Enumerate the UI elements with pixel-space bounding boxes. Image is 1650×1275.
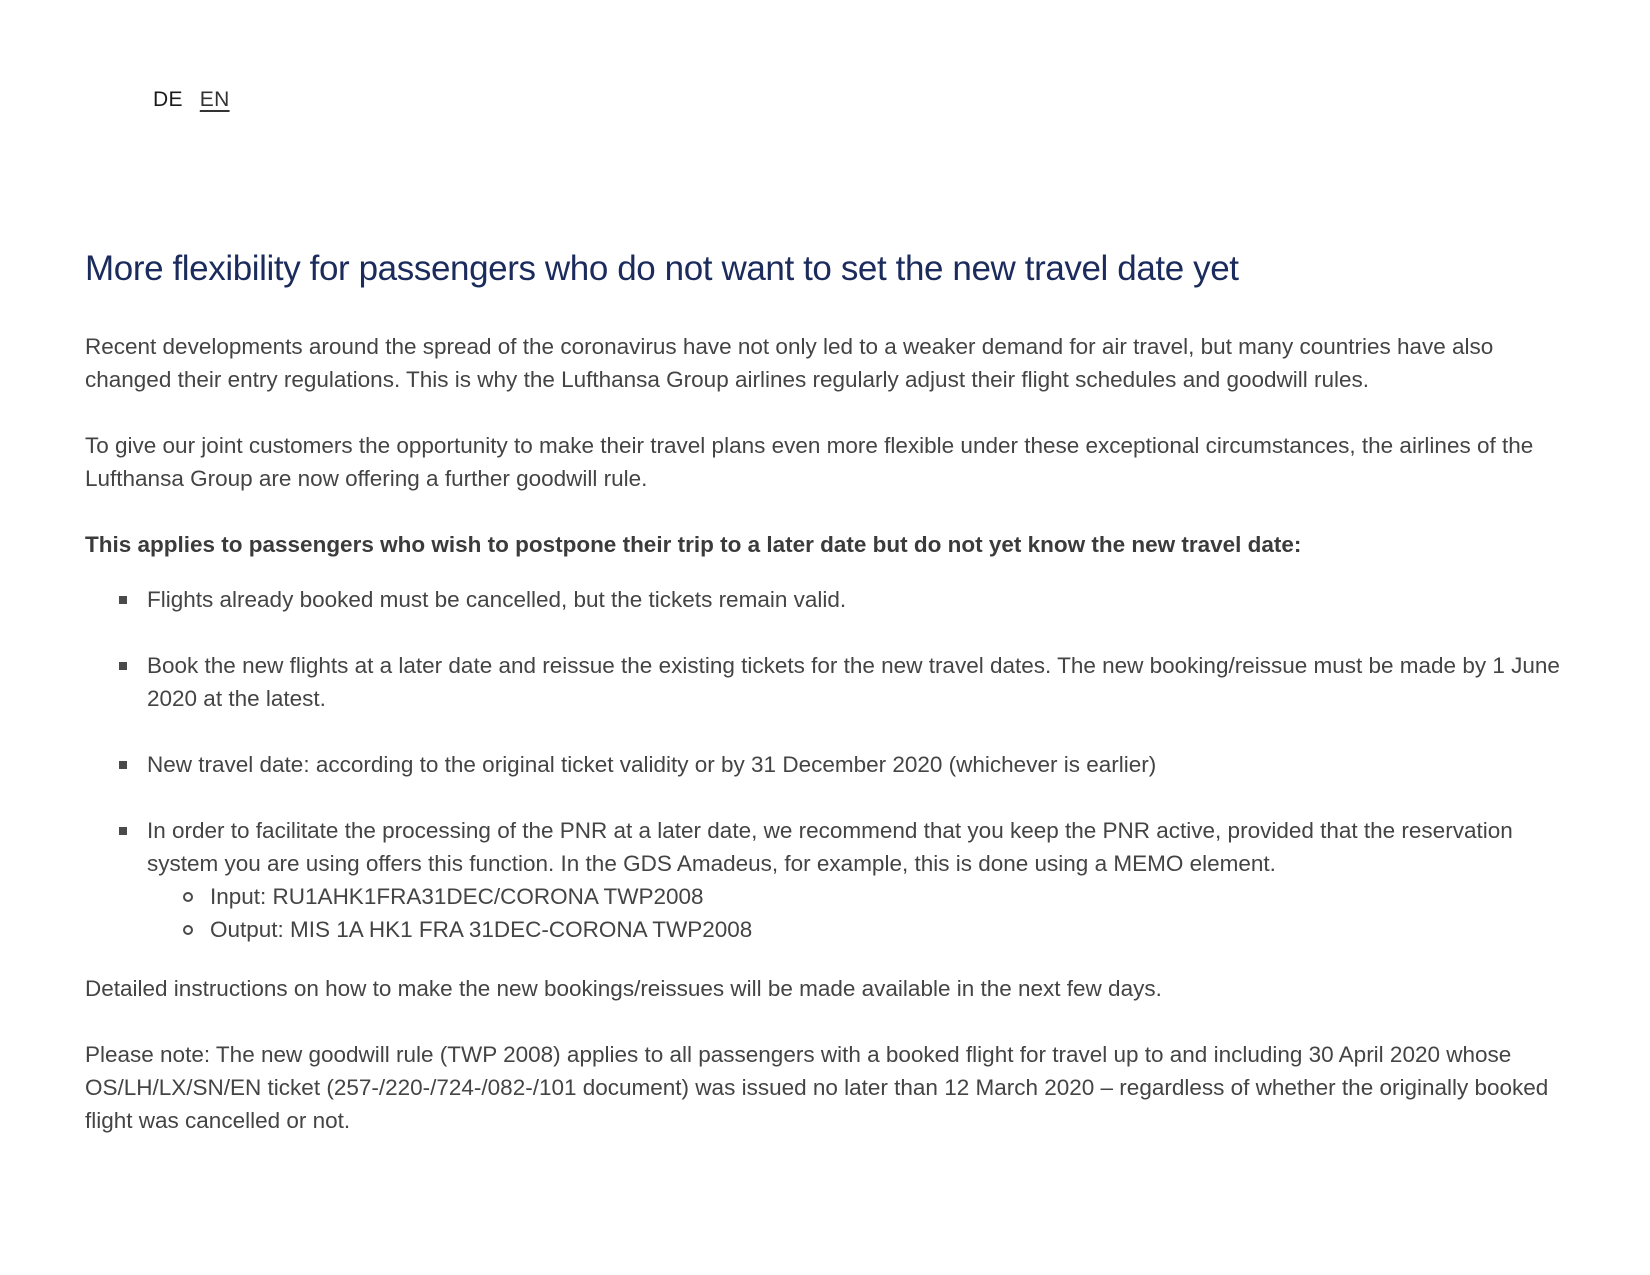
sub-list-item	[210, 880, 1585, 913]
intro-paragraph: To give our joint customers the opportunity to make their travel plans even more flexible under these exceptional circumstances, the airlines of the Lufthansa Group are now offering a further goodwill rule.	[85, 433, 1534, 491]
circle-bullet-icon	[183, 925, 193, 935]
list-item	[147, 649, 1585, 715]
square-bullet-icon	[119, 662, 127, 670]
closing-paragraph: Please note: The new goodwill rule (TWP 2008) applies to all passengers with a booked flight for travel up to and including 30 April 2020 whose OS/LH/LX/SN/EN ticket (257-/220-/724-/082-/101 document) was issued no later than 12 March 2020 – regardless of whether the originally booked flight was cancelled or not.	[85, 1042, 1549, 1133]
square-bullet-icon	[119, 596, 127, 604]
list-item-text: In order to facilitate the processing of the PNR at a later date, we recommend that you keep the PNR active, provided that the reservation system you are using offers this function. In the GDS Amadeus, for example, this is done using a MEMO element.	[147, 818, 1513, 876]
intro-paragraph: Recent developments around the spread of the coronavirus have not only led to a weaker demand for air travel, but many countries have also changed their entry regulations. This is why the Lufthansa Group airlines regularly adjust their flight schedules and goodwill rules.	[85, 334, 1494, 392]
rules-list	[85, 583, 1585, 946]
article-title: More flexibility for passengers who do not want to set the new travel date yet	[85, 249, 1239, 288]
lead-statement: This applies to passengers who wish to postpone their trip to a later date but do not yet know the new travel date:	[85, 532, 1302, 557]
language-switch	[153, 88, 247, 112]
article-content	[85, 248, 1585, 1170]
list-item	[147, 814, 1585, 946]
list-item-text: New travel date: according to the original ticket validity or by 31 December 2020 (whichever is earlier)	[147, 752, 1157, 777]
memo-example-list	[147, 880, 1585, 946]
list-item	[147, 583, 1585, 616]
language-link-en[interactable]: EN	[199, 88, 230, 111]
language-link-de[interactable]: DE	[153, 88, 183, 111]
square-bullet-icon	[119, 761, 127, 769]
sub-list-item	[210, 913, 1585, 946]
list-item-text: Flights already booked must be cancelled, but the tickets remain valid.	[147, 587, 847, 612]
closing-paragraph: Detailed instructions on how to make the new bookings/reissues will be made available in the next few days.	[85, 976, 1162, 1001]
sub-list-item-text: Input: RU1AHK1FRA31DEC/CORONA TWP2008	[210, 884, 704, 909]
list-item-text: Book the new flights at a later date and reissue the existing tickets for the new travel dates. The new booking/reissue must be made by 1 June 2020 at the latest.	[147, 653, 1560, 711]
sub-list-item-text: Output: MIS 1A HK1 FRA 31DEC-CORONA TWP2008	[210, 917, 753, 942]
circle-bullet-icon	[183, 892, 193, 902]
square-bullet-icon	[119, 827, 127, 835]
list-item	[147, 748, 1585, 781]
